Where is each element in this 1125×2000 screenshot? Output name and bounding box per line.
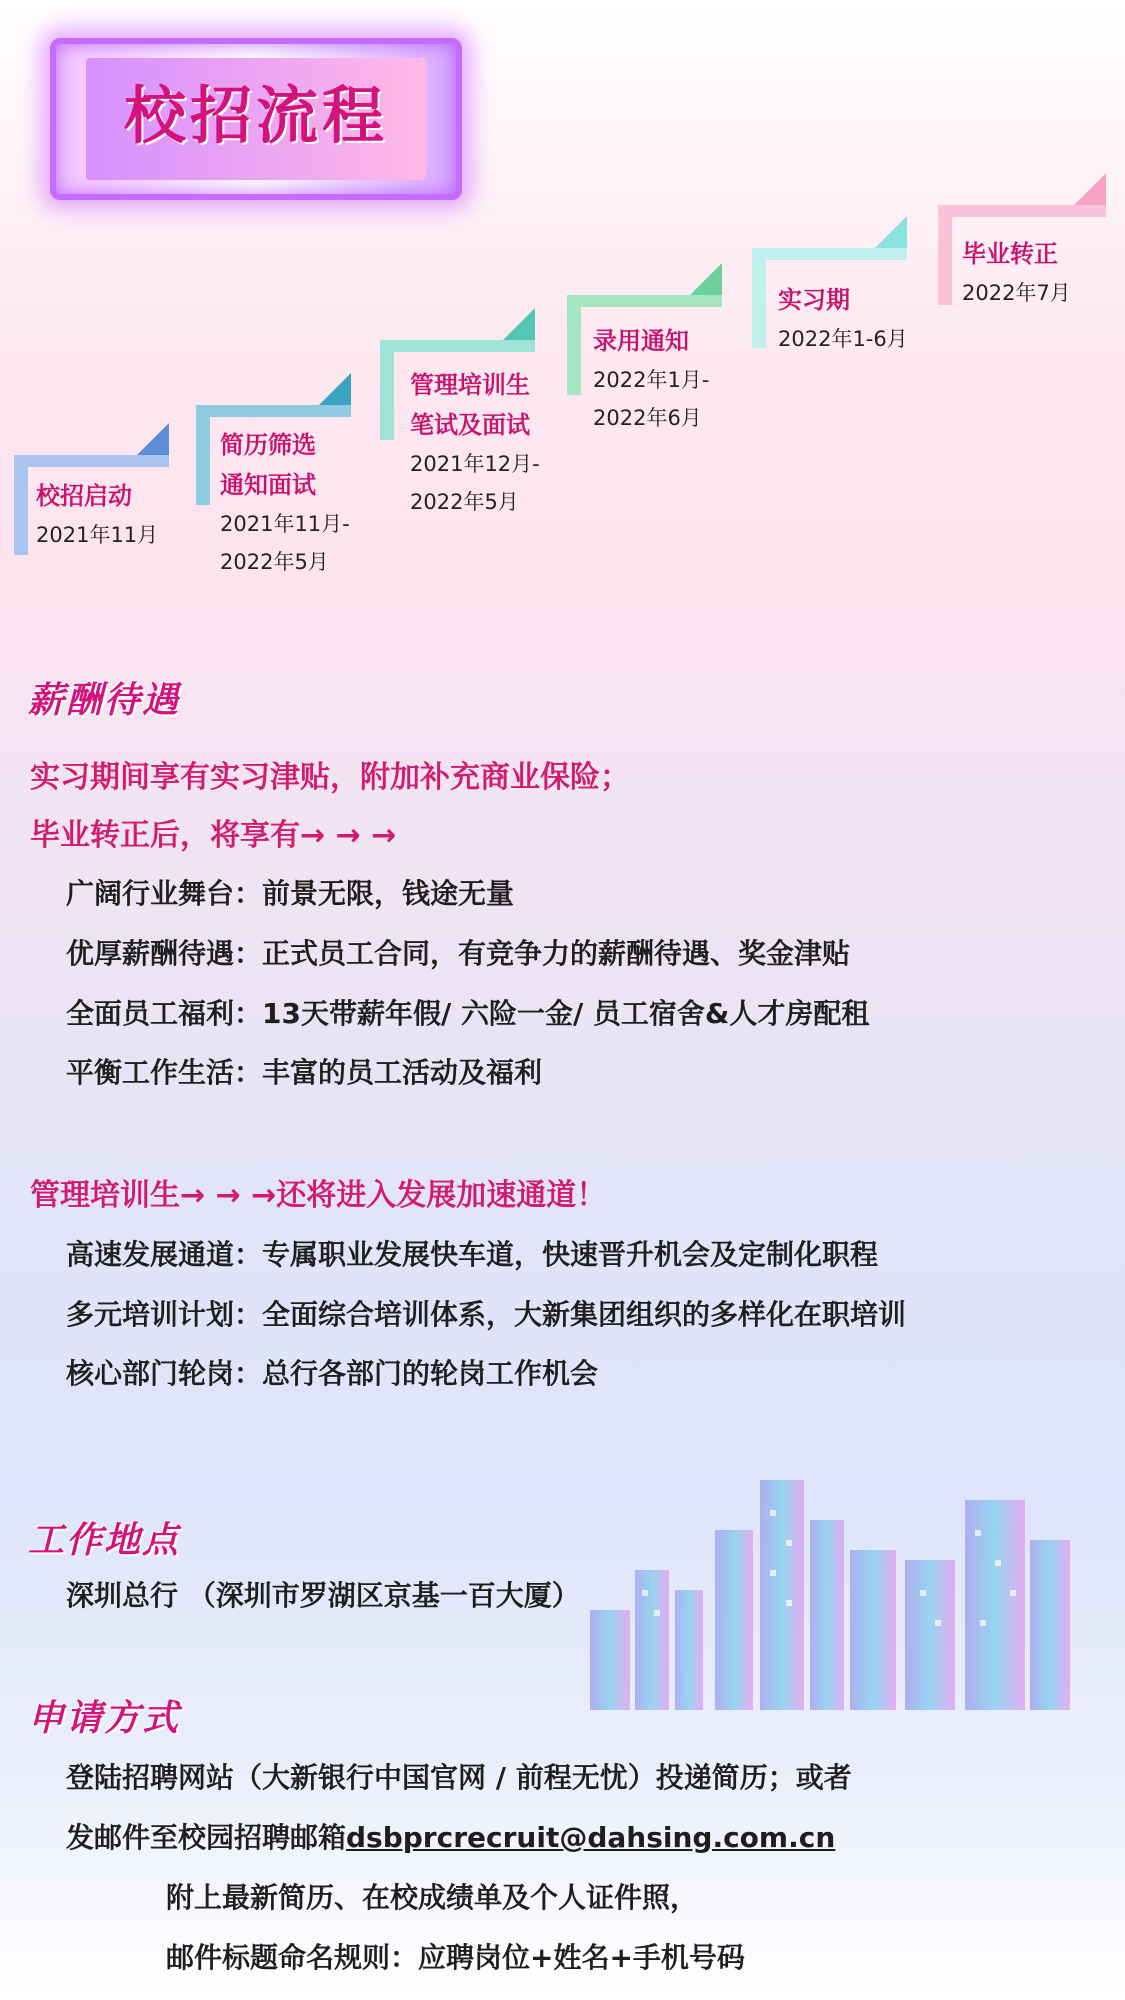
management-trainee-line: 管理培训生→ → →还将进入发展加速通道！ (30, 1178, 607, 1213)
timeline-step-name: 校招启动 (36, 482, 132, 510)
timeline-step-riser (380, 340, 394, 440)
timeline-step-name: 毕业转正 (962, 240, 1058, 268)
salary-graduate-line: 毕业转正后，将享有→ → → (30, 818, 397, 853)
timeline-step-riser (752, 248, 766, 348)
apply-email-line (66, 1816, 835, 1856)
timeline-step (962, 234, 1071, 312)
location-heading: 工作地点 (28, 1520, 181, 1561)
timeline-step-corner (137, 423, 169, 455)
page-title: 校招流程 (123, 79, 388, 152)
timeline-step (593, 321, 709, 437)
timeline-step-date: 2022年7月 (962, 281, 1071, 305)
timeline-step (778, 280, 908, 358)
timeline-step-date: 2022年6月 (593, 406, 702, 430)
apply-website-line: 登陆招聘网站（大新银行中国官网 / 前程无忧）投递简历；或者 (66, 1761, 852, 1794)
apply-attachment-line: 附上最新简历、在校成绩单及个人证件照， (166, 1881, 699, 1914)
timeline-step-date: 2021年11月- (220, 512, 350, 536)
timeline-step-corner (503, 308, 535, 340)
timeline-step-bar (752, 248, 907, 260)
mt-benefit-item: 多元培训计划：全面综合培训体系，大新集团组织的多样化在职培训 (66, 1298, 907, 1331)
timeline-step-riser (14, 455, 28, 555)
benefit-item: 优厚薪酬待遇：正式员工合同，有竞争力的薪酬待遇、奖金津贴 (66, 937, 851, 970)
benefit-item: 全面员工福利：13天带薪年假/ 六险一金/ 员工宿舍&人才房配租 (66, 997, 870, 1030)
timeline-step (36, 476, 158, 554)
timeline-step-date: 2022年1-6月 (778, 327, 908, 351)
benefit-item: 平衡工作生活：丰富的员工活动及福利 (66, 1056, 543, 1089)
timeline-step-bar (567, 295, 722, 307)
apply-email-prefix: 发邮件至校园招聘邮箱 (66, 1821, 347, 1854)
timeline-step-corner (875, 216, 907, 248)
timeline-step-bar (196, 405, 351, 417)
salary-heading: 薪酬待遇 (28, 680, 181, 721)
timeline-step-bar (938, 205, 1106, 217)
timeline-step-name: 实习期 (778, 286, 850, 314)
recruit-email-link[interactable]: dsbprcrecruit@dahsing.com.cn (346, 1821, 836, 1854)
timeline-step-name: 笔试及面试 (410, 411, 530, 439)
timeline-step-date: 2022年1月- (593, 368, 710, 392)
timeline-step-riser (938, 205, 952, 305)
mt-benefit-item: 高速发展通道：专属职业发展快车道，快速晋升机会及定制化职程 (66, 1238, 879, 1271)
apply-subject-rule-line: 邮件标题命名规则：应聘岗位+姓名+手机号码 (166, 1941, 745, 1974)
timeline-step-riser (567, 295, 581, 395)
salary-intern-line: 实习期间享有实习津贴，附加补充商业保险； (30, 760, 630, 795)
timeline-step-date: 2022年5月 (410, 490, 519, 514)
timeline-step-bar (380, 340, 535, 352)
timeline-step-name: 录用通知 (593, 327, 689, 355)
timeline-step-corner (319, 373, 351, 405)
mt-benefit-item: 核心部门轮岗：总行各部门的轮岗工作机会 (66, 1357, 599, 1390)
apply-heading: 申请方式 (28, 1698, 181, 1739)
timeline-step-date: 2021年11月 (36, 523, 159, 547)
title-badge (50, 38, 462, 200)
timeline-step-corner (690, 263, 722, 295)
timeline-step (410, 365, 540, 521)
timeline-step-date: 2021年12月- (410, 452, 540, 476)
timeline-step-name: 管理培训生 (410, 371, 530, 399)
timeline-step-corner (1074, 173, 1106, 205)
timeline-step-riser (196, 405, 210, 505)
timeline-step-date: 2022年5月 (220, 550, 329, 574)
benefit-item: 广阔行业舞台：前景无限，钱途无量 (66, 877, 515, 910)
timeline-step-bar (14, 455, 169, 467)
timeline-step-name: 简历筛选 (220, 431, 316, 459)
city-skyline-illustration (550, 1460, 1090, 1720)
timeline-step (220, 425, 350, 581)
timeline-step-name: 通知面试 (220, 471, 316, 499)
location-address: 深圳总行 （深圳市罗湖区京基一百大厦） (66, 1579, 580, 1612)
